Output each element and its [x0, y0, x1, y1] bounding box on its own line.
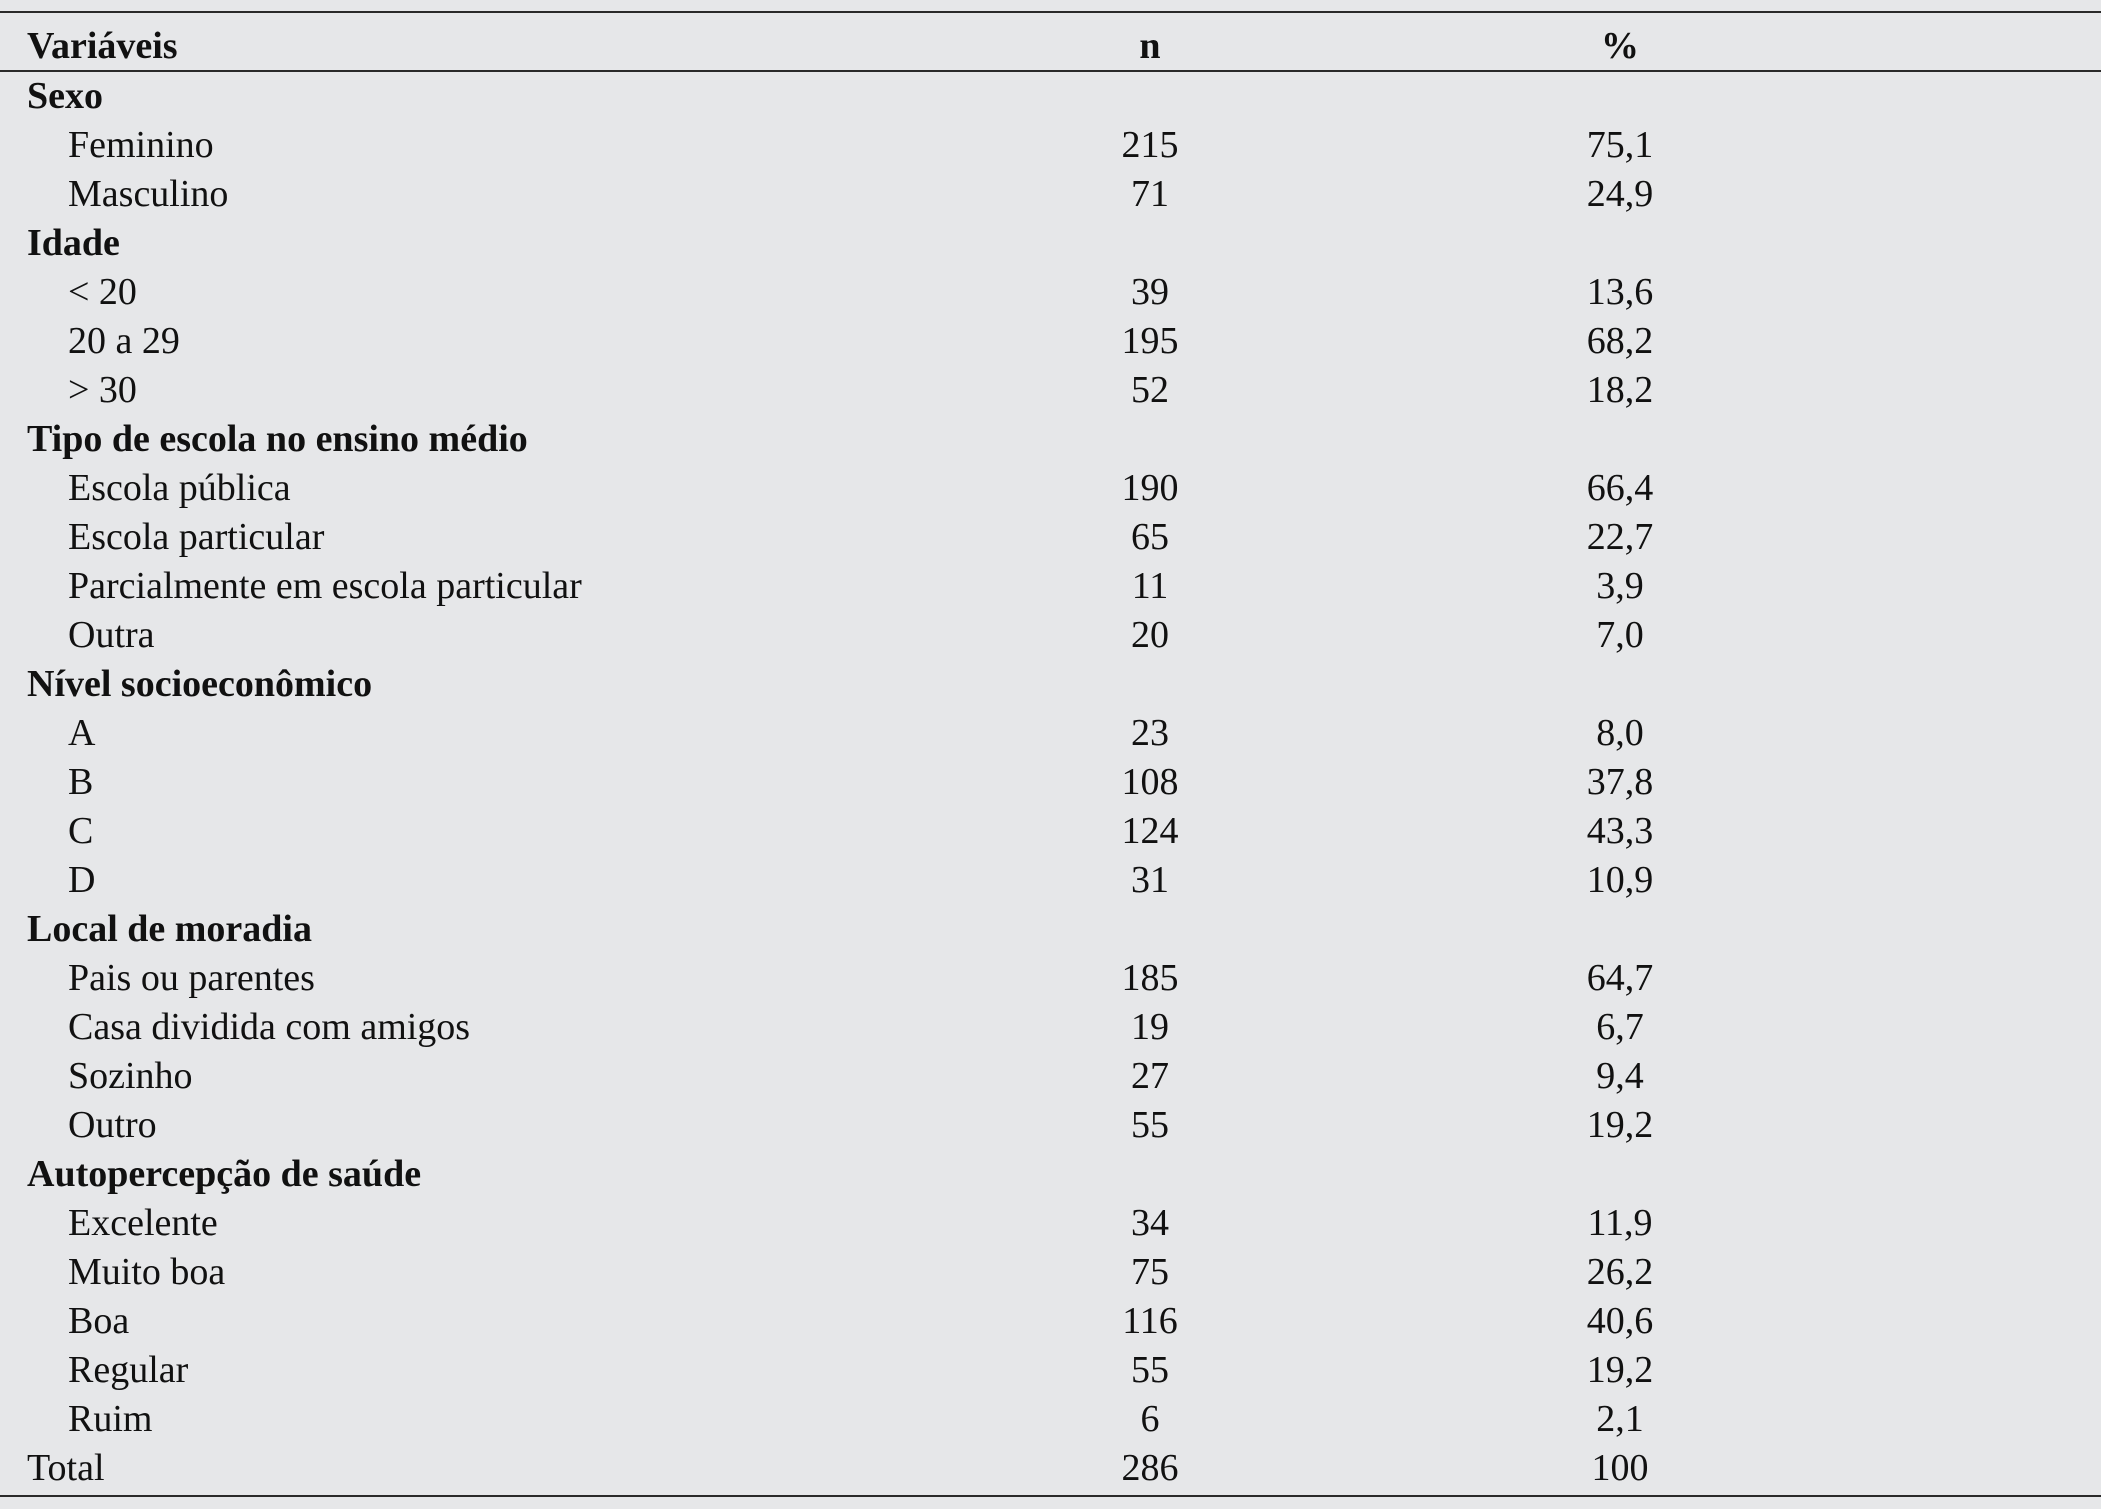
table-row	[0, 317, 2101, 366]
group-header-row	[0, 72, 2101, 121]
row-label: A	[68, 712, 96, 754]
row-n: 55	[1131, 1104, 1169, 1146]
row-percent: 26,2	[1586, 1251, 1654, 1293]
row-label: C	[68, 810, 94, 852]
header-n: n	[1139, 25, 1161, 67]
table-row	[0, 954, 2101, 1003]
row-n: 55	[1131, 1349, 1169, 1391]
group-header-row	[0, 1150, 2101, 1199]
table-row	[0, 1248, 2101, 1297]
group-label: Idade	[27, 222, 120, 264]
row-label: Escola particular	[68, 516, 325, 558]
table-top-rule	[0, 11, 2101, 13]
row-label: B	[68, 761, 94, 803]
table-row	[0, 856, 2101, 905]
row-n: 116	[1122, 1300, 1178, 1342]
table-row	[0, 807, 2101, 856]
row-n: 71	[1131, 173, 1169, 215]
row-n: 215	[1121, 124, 1179, 166]
row-percent: 7,0	[1596, 614, 1644, 656]
row-label: Escola pública	[68, 467, 291, 509]
row-label: D	[68, 859, 96, 901]
row-n: 23	[1131, 712, 1169, 754]
group-label: Tipo de escola no ensino médio	[27, 418, 528, 460]
row-percent: 11,9	[1587, 1202, 1653, 1244]
row-n: 39	[1131, 271, 1169, 313]
total-label: Total	[27, 1447, 105, 1489]
row-n: 124	[1121, 810, 1179, 852]
table-row	[0, 1101, 2101, 1150]
row-n: 19	[1131, 1006, 1169, 1048]
table-row	[0, 366, 2101, 415]
row-percent: 8,0	[1596, 712, 1644, 754]
row-n: 11	[1131, 565, 1169, 607]
row-percent: 68,2	[1586, 320, 1654, 362]
table-row	[0, 1003, 2101, 1052]
table-header-row	[0, 21, 2101, 72]
row-n: 20	[1131, 614, 1169, 656]
group-label: Autopercepção de saúde	[27, 1153, 422, 1195]
row-n: 195	[1121, 320, 1179, 362]
row-percent: 22,7	[1586, 516, 1654, 558]
row-label: Masculino	[68, 173, 229, 215]
row-percent: 40,6	[1586, 1300, 1654, 1342]
group-header-row	[0, 660, 2101, 709]
row-percent: 3,9	[1596, 565, 1644, 607]
row-percent: 19,2	[1586, 1349, 1654, 1391]
group-header-row	[0, 219, 2101, 268]
row-percent: 9,4	[1596, 1055, 1644, 1097]
row-percent: 13,6	[1586, 271, 1654, 313]
row-percent: 64,7	[1586, 957, 1654, 999]
row-label: Outro	[68, 1104, 157, 1146]
row-label: Casa dividida com amigos	[68, 1006, 471, 1048]
table-bottom-rule	[0, 1495, 2101, 1497]
row-n: 6	[1140, 1398, 1160, 1440]
group-header-row	[0, 905, 2101, 954]
row-percent: 43,3	[1586, 810, 1654, 852]
table-row	[0, 562, 2101, 611]
row-label: Pais ou parentes	[68, 957, 315, 999]
row-percent: 6,7	[1596, 1006, 1644, 1048]
row-label: Excelente	[68, 1202, 218, 1244]
header-percent: %	[1601, 25, 1639, 67]
row-label: Feminino	[68, 124, 214, 166]
row-label: > 30	[68, 369, 137, 411]
group-label: Sexo	[27, 75, 103, 117]
row-label: Muito boa	[68, 1251, 226, 1293]
row-label: Regular	[68, 1349, 189, 1391]
row-percent: 24,9	[1586, 173, 1654, 215]
total-row	[0, 1444, 2101, 1493]
table-body	[0, 72, 2101, 1493]
row-label: Parcialmente em escola particular	[68, 565, 582, 607]
row-n: 108	[1121, 761, 1179, 803]
table-row	[0, 758, 2101, 807]
total-percent: 100	[1591, 1447, 1649, 1489]
row-percent: 37,8	[1586, 761, 1654, 803]
header-variables: Variáveis	[27, 25, 178, 67]
table-row	[0, 170, 2101, 219]
table-row	[0, 1346, 2101, 1395]
row-n: 190	[1121, 467, 1179, 509]
row-n: 75	[1131, 1251, 1169, 1293]
total-n: 286	[1121, 1447, 1179, 1489]
table-row	[0, 1395, 2101, 1444]
table-row	[0, 1052, 2101, 1101]
row-n: 27	[1131, 1055, 1169, 1097]
row-label: Boa	[68, 1300, 130, 1342]
row-n: 65	[1131, 516, 1169, 558]
group-header-row	[0, 415, 2101, 464]
row-percent: 19,2	[1586, 1104, 1654, 1146]
table-row	[0, 1297, 2101, 1346]
row-label: 20 a 29	[68, 320, 180, 362]
row-percent: 2,1	[1596, 1398, 1644, 1440]
row-label: < 20	[68, 271, 137, 313]
row-percent: 18,2	[1586, 369, 1654, 411]
row-percent: 10,9	[1586, 859, 1654, 901]
table-row	[0, 513, 2101, 562]
row-label: Outra	[68, 614, 155, 656]
row-n: 185	[1121, 957, 1179, 999]
table-row	[0, 611, 2101, 660]
row-percent: 75,1	[1586, 124, 1654, 166]
row-label: Ruim	[68, 1398, 153, 1440]
group-label: Nível socioeconômico	[27, 663, 373, 705]
row-n: 52	[1131, 369, 1169, 411]
row-n: 34	[1131, 1202, 1169, 1244]
table-row	[0, 268, 2101, 317]
row-label: Sozinho	[68, 1055, 193, 1097]
data-table	[0, 21, 2101, 1493]
group-label: Local de moradia	[27, 908, 312, 950]
row-percent: 66,4	[1586, 467, 1654, 509]
row-n: 31	[1131, 859, 1169, 901]
table-row	[0, 709, 2101, 758]
table-row	[0, 1199, 2101, 1248]
table-row	[0, 464, 2101, 513]
table-row	[0, 121, 2101, 170]
